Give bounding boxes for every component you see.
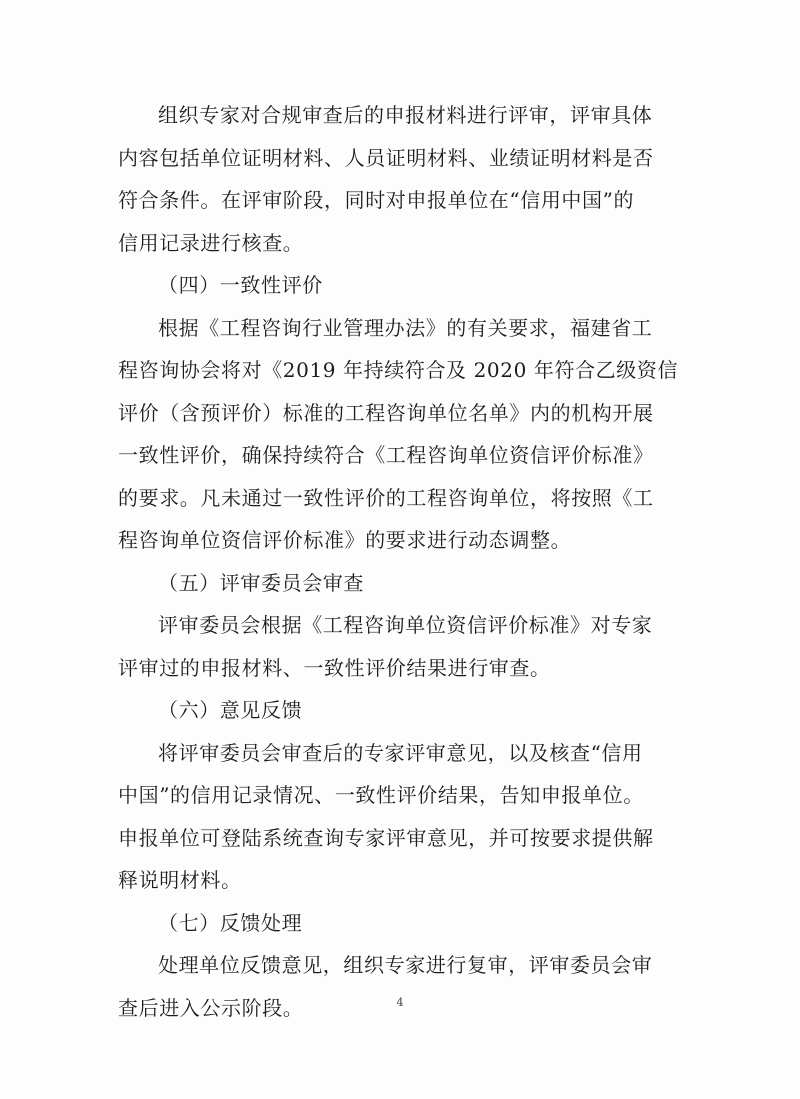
text-line: 查后进入公示阶段。 [118, 995, 304, 1020]
section-heading-feedback: （六）意见反馈 [158, 698, 303, 722]
paragraph-expert-review [118, 94, 666, 264]
text-line: 一致性评价，确保持续符合《工程咨询单位资信评价标准》 [118, 443, 654, 467]
text-line: 的要求。凡未通过一致性评价的工程咨询单位，将按照《工 [118, 485, 654, 510]
document-body [118, 94, 679, 1029]
text-line: 评价（含预评价）标准的工程咨询单位名单》内的机构开展 [118, 400, 654, 425]
text-line: 内容包括单位证明材料、人员证明材料、业绩证明材料是否 [118, 145, 654, 170]
text-line: 中国”的信用记录情况、一致性评价结果，告知申报单位。 [118, 783, 644, 807]
paragraph-committee-review [118, 604, 666, 689]
text-line: 程咨询单位资信评价标准》的要求进行动态调整。 [118, 528, 572, 552]
text-line: 处理单位反馈意见，组织专家进行复审，评审委员会审 [158, 953, 653, 977]
paragraph-consistency-evaluation [118, 307, 679, 562]
section-heading-feedback-processing: （七）反馈处理 [158, 910, 303, 935]
text-line: 信用记录进行核查。 [118, 230, 304, 255]
section-heading-consistency-evaluation: （四）一致性评价 [158, 273, 323, 297]
page-number: 4 [396, 996, 404, 1009]
text-line: 根据《工程咨询行业管理办法》的有关要求，福建省工 [158, 315, 653, 340]
text-line: 组织专家对合规审查后的申报材料进行评审，评审具体 [158, 103, 653, 127]
text-line: 将评审委员会审查后的专家评审意见，以及核查“信用 [158, 740, 643, 765]
text-line: 程咨询协会将对《2019 年持续符合及 2020 年符合乙级资信 [118, 358, 679, 382]
paragraph-feedback [118, 732, 666, 902]
text-line: 申报单位可登陆系统查询专家评审意见，并可按要求提供解 [118, 825, 654, 850]
paragraph-feedback-processing [118, 944, 666, 1029]
text-line: 符合条件。在评审阶段，同时对申报单位在“信用中国”的 [118, 188, 635, 212]
text-line: 评审委员会根据《工程咨询单位资信评价标准》对专家 [158, 613, 653, 637]
section-heading-committee-review: （五）评审委员会审查 [158, 570, 364, 595]
text-line: 评审过的申报材料、一致性评价结果进行审查。 [118, 655, 551, 680]
text-line: 释说明材料。 [118, 868, 242, 892]
